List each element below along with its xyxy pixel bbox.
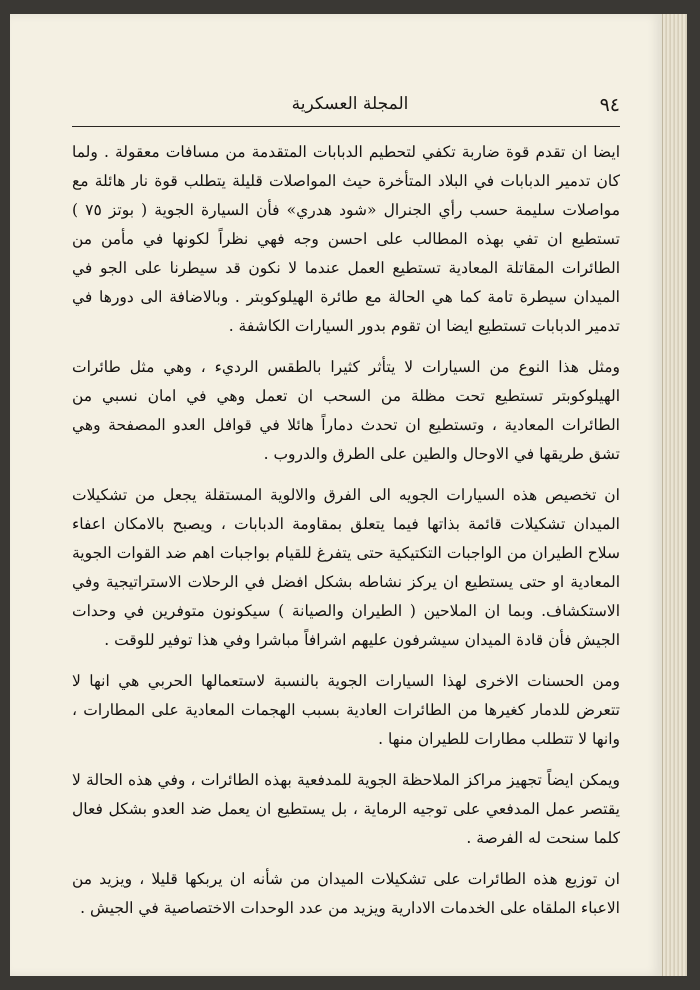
- article-body: [72, 138, 620, 923]
- paragraph-2: ومثل هذا النوع من السيارات لا يتأثر كثيرا بالطقس الرديء ، وهي مثل طائرات الهيلوكوبتر تستطيع تحت مظلة من السحب ان تعمل وهي في امان نسبي من الطائرات المعادية ، وتستطيع ان تحدث دماراً هائلا في قوافل العدو المصفحة وهي تشق طريقها في الاوحال والطين على الطرق والدروب .: [72, 358, 620, 463]
- journal-title: المجلة العسكرية: [291, 94, 409, 114]
- paragraph-6: ان توزيع هذه الطائرات على تشكيلات الميدان من شأنه ان يربكها قليلا ، ويزيد من الاعباء الملقاه على الخدمات الادارية ويزيد من عدد الوحدات الاختصاصية في الجيش .: [72, 870, 620, 917]
- paragraph-3: ان تخصيص هذه السيارات الجويه الى الفرق والالوية المستقلة يجعل من تشكيلات الميدان تشكيلات قائمة بذاتها فيما يتعلق بمقاومة الدبابات ، ويصبح بالامكان اعفاء سلاح الطيران من الواجبات التكتيكية حتى يتفرغ للقيام بواجبات اهم ضد القوات الجوية المعادية او حتى يستطيع ان يركز نشاطه بشكل افضل في الرحلات الاستراتيجية وفي الاستكشاف. وبما ان الملاحين ( الطيران والصيانة ) سيكونون متوفرين في وحدات الجيش فأن قادة الميدان سيشرفون عليهم اشرافاً مباشرا وفي هذا توفير للوقت .: [72, 486, 620, 649]
- paragraph-1: ايضا ان تقدم قوة ضاربة تكفي لتحطيم الدبابات المتقدمة من مسافات معقولة . ولما كان تدمير الدبابات في البلاد المتأخرة حيث المواصلات قليلة يتطلب قوة نار هائلة مع مواصلات سليمة حسب رأي الجنرال «شود هدري» فأن السيارة الجوية ( بوتز ٧٥ ) تستطيع ان تفي بهذه المطالب على احسن وجه فهي نظراً لكونها في مأمن من الطائرات المقاتلة المعادية تستطيع العمل عندما لا نكون قد سيطرنا على الجو في الميدان سيطرة تامة كما هي الحالة مع طائرة الهيلوكوبتر . وبالاضافة الى دورها في تدمير الدبابات تستطيع ايضا ان تقوم بدور السيارات الكاشفة .: [72, 143, 620, 335]
- paragraph-4: ومن الحسنات الاخرى لهذا السيارات الجوية بالنسبة لاستعمالها الحربي هي انها لا تتعرض للدمار كغيرها من الطائرات العادية بسبب الهجمات المعادية على المطارات ، وانها لا تتطلب مطارات للطيران منها .: [72, 672, 620, 748]
- page-number: ٩٤: [599, 94, 620, 116]
- header-rule: [72, 126, 620, 127]
- page-edge-stack: [662, 14, 687, 976]
- paragraph-5: ويمكن ايضاً تجهيز مراكز الملاحظة الجوية للمدفعية بهذه الطائرات ، وفي هذه الحالة لا يقتصر عمل المدفعي على توجيه الرماية ، بل يستطيع ان يعمل ضد العدو بشكل فعال كلما سنحت له الفرصة .: [72, 771, 620, 847]
- running-header: [70, 92, 620, 122]
